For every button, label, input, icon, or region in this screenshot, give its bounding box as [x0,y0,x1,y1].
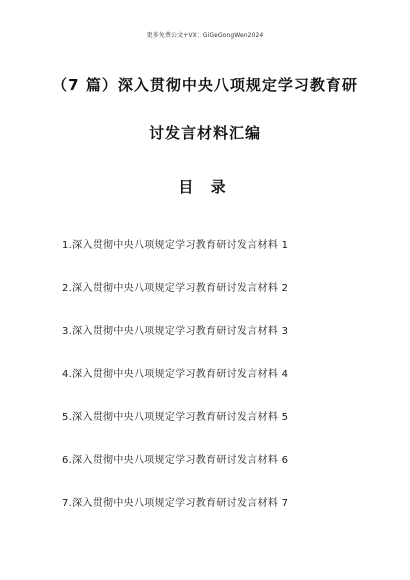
toc-item[interactable]: 2.深入贯彻中央八项规定学习教育研讨发言材料 2 [62,283,289,294]
document-title-line-1: （7 篇）深入贯彻中央八项规定学习教育研 [52,76,358,94]
header-note: 更多免费公文+VX：GiGeGongWen2024 [146,32,264,39]
toc-item[interactable]: 7.深入贯彻中央八项规定学习教育研讨发言材料 7 [62,498,289,509]
toc-heading: 目 录 [178,178,232,196]
document-title-line-2: 讨发言材料汇编 [148,124,261,142]
toc-item[interactable]: 3.深入贯彻中央八项规定学习教育研讨发言材料 3 [62,326,289,337]
toc-item[interactable]: 1.深入贯彻中央八项规定学习教育研讨发言材料 1 [62,240,289,251]
toc-item[interactable]: 5.深入贯彻中央八项规定学习教育研讨发言材料 5 [62,412,289,423]
table-of-contents [62,236,362,537]
toc-item[interactable]: 6.深入贯彻中央八项规定学习教育研讨发言材料 6 [62,455,289,466]
toc-item[interactable]: 4.深入贯彻中央八项规定学习教育研讨发言材料 4 [62,369,289,380]
